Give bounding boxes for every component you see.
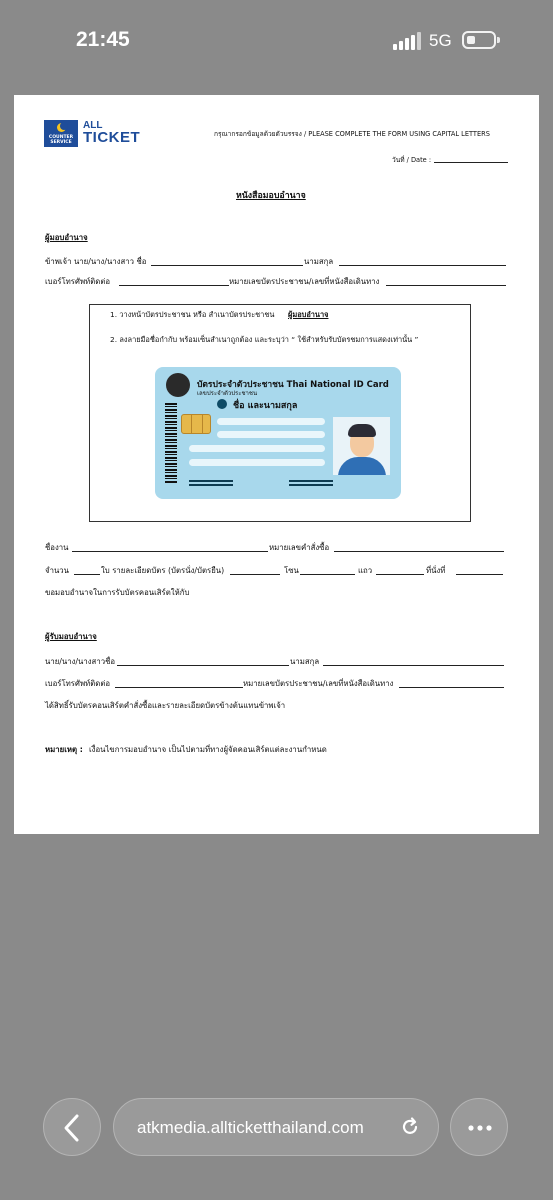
more-options-button[interactable] bbox=[450, 1098, 508, 1156]
grantor-heading: ผู้มอบอำนาจ bbox=[45, 233, 88, 242]
grantee-name-label: นาย/นาง/นางสาวชื่อ bbox=[45, 657, 116, 666]
address-bar[interactable] bbox=[113, 1098, 439, 1156]
grantor-name-line[interactable] bbox=[151, 265, 303, 266]
instruction-item-2: 2. ลงลายมือชื่อกำกับ พร้อมเซ็นสำเนาถูกต้อง และระบุว่า “ ใช้สำหรับรับบัตรชมการแสดงเท่านั้น ” bbox=[110, 335, 419, 344]
grantor-id-label: หมายเลขบัตรประชาชน/เลขที่หนังสือเดินทาง bbox=[229, 277, 380, 286]
ticket-detail-label: ใบ รายละเอียดบัตร (บัตรนั่ง/บัตรยืน) bbox=[101, 566, 225, 575]
row-label: แถว bbox=[358, 566, 373, 575]
counter-service-logo bbox=[44, 120, 78, 147]
name-bullet-icon bbox=[217, 399, 227, 409]
id-card-title: บัตรประจำตัวประชาชน Thai National ID Card bbox=[197, 380, 389, 390]
seat-line[interactable] bbox=[456, 574, 503, 575]
card-divider bbox=[189, 484, 233, 486]
zone-line[interactable] bbox=[300, 574, 355, 575]
portrait-photo-icon bbox=[333, 417, 390, 475]
note-text: เงื่อนไขการมอบอำนาจ เป็นไปตามที่ทางผู้จัดคอนเสิร์ตแต่ละงานกำหนด bbox=[89, 745, 327, 754]
instruction-item-1-emphasis: ผู้มอบอำนาจ bbox=[288, 310, 329, 319]
document-page bbox=[14, 95, 539, 834]
moon-icon bbox=[57, 123, 66, 132]
grantor-surname-label: นามสกุล bbox=[304, 257, 334, 266]
chip-icon bbox=[181, 414, 211, 434]
garuda-emblem-icon bbox=[166, 373, 190, 397]
network-type: 5G bbox=[429, 31, 452, 50]
chevron-left-icon bbox=[44, 1099, 102, 1157]
ticket-detail-line[interactable] bbox=[230, 574, 280, 575]
grantee-surname-label: นามสกุล bbox=[290, 657, 320, 666]
id-card-subtitle: เลขประจำตัวประชาชน bbox=[197, 390, 258, 397]
grantee-id-label: หมายเลขบัตรประชาชน/เลขที่หนังสือเดินทาง bbox=[243, 679, 394, 688]
row-line[interactable] bbox=[376, 574, 424, 575]
status-bar bbox=[0, 0, 553, 80]
zone-label: โซน bbox=[284, 566, 299, 575]
grantee-heading: ผู้รับมอบอำนาจ bbox=[45, 632, 97, 641]
grantee-id-line[interactable] bbox=[399, 687, 504, 688]
reload-icon[interactable] bbox=[399, 1116, 421, 1138]
grantor-name-label: ข้าพเจ้า นาย/นาง/นางสาว ชื่อ bbox=[45, 257, 147, 266]
url-text: atkmedia.allticketthailand.com bbox=[137, 1118, 364, 1137]
card-field-placeholder bbox=[189, 445, 325, 452]
card-field-placeholder bbox=[217, 418, 325, 425]
more-horizontal-icon bbox=[451, 1099, 509, 1157]
card-divider bbox=[289, 480, 333, 482]
grantor-phone-line[interactable] bbox=[119, 285, 229, 286]
event-name-line[interactable] bbox=[72, 551, 268, 552]
counter-service-text: COUNTER SERVICE bbox=[48, 135, 74, 145]
battery-icon bbox=[462, 31, 496, 49]
date-label: วันที่ / Date : bbox=[392, 156, 432, 164]
quantity-label: จำนวน bbox=[45, 566, 69, 575]
grantor-surname-line[interactable] bbox=[339, 265, 506, 266]
status-time: 21:45 bbox=[76, 28, 130, 51]
grantee-rights-text: ได้สิทธิ์รับบัตรคอนเสิร์ตคำสั่งซื้อและรายละเอียดบัตรข้างต้นแทนข้าพเจ้า bbox=[45, 701, 286, 710]
date-line[interactable] bbox=[434, 162, 508, 163]
back-button[interactable] bbox=[43, 1098, 101, 1156]
event-name-label: ชื่องาน bbox=[45, 543, 69, 552]
order-number-label: หมายเลขคำสั่งซื้อ bbox=[269, 543, 330, 552]
note-label: หมายเหตุ : bbox=[45, 745, 83, 754]
quantity-line[interactable] bbox=[74, 574, 100, 575]
seat-label: ที่นั่งที่ bbox=[426, 566, 446, 575]
header-instruction: กรุณากรอกข้อมูลด้วยตัวบรรจง / PLEASE COMPLETE THE FORM USING CAPITAL LETTERS bbox=[214, 130, 490, 138]
card-field-placeholder bbox=[217, 431, 325, 438]
logo-all-text: ALL bbox=[83, 120, 103, 131]
delegate-text: ขอมอบอำนาจในการรับบัตรคอนเสิร์ตให้กับ bbox=[45, 588, 190, 597]
instruction-item-1: 1. วางหน้าบัตรประชาชน หรือ สำเนาบัตรประชาชน bbox=[110, 310, 275, 319]
card-divider bbox=[289, 484, 333, 486]
barcode-icon bbox=[165, 403, 177, 483]
document-title: หนังสือมอบอำนาจ bbox=[236, 191, 306, 201]
grantee-phone-line[interactable] bbox=[115, 687, 243, 688]
card-field-placeholder bbox=[189, 459, 325, 466]
order-number-line[interactable] bbox=[334, 551, 504, 552]
grantor-id-line[interactable] bbox=[386, 285, 506, 286]
battery-tip bbox=[497, 37, 500, 43]
id-card-name-label: ชื่อ และนามสกุล bbox=[233, 401, 298, 411]
logo-ticket-text: TICKET bbox=[83, 129, 141, 146]
card-divider bbox=[189, 480, 233, 482]
grantor-phone-label: เบอร์โทรศัพท์ติดต่อ bbox=[45, 277, 111, 286]
grantee-phone-label: เบอร์โทรศัพท์ติดต่อ bbox=[45, 679, 111, 688]
signal-icon bbox=[393, 32, 421, 50]
grantee-surname-line[interactable] bbox=[323, 665, 504, 666]
thai-id-card-illustration bbox=[155, 367, 401, 499]
grantee-name-line[interactable] bbox=[117, 665, 289, 666]
